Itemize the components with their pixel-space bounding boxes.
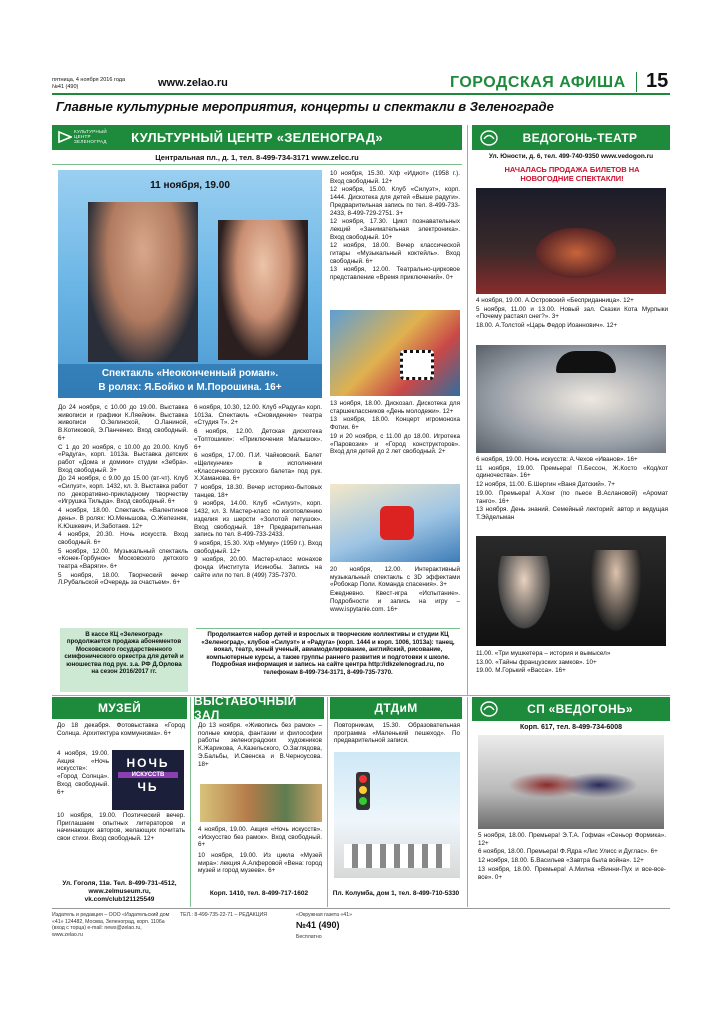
list-item: 7 ноября, 18.30. Вечер историко-бытовых танцев. 18+ <box>194 484 322 499</box>
list-item: 12 ноября, 18.00. Вечер классической гитары «Музыкальный коктейль». Вход свободный. 6+ <box>330 242 460 265</box>
hall-title: ВЫСТАВОЧНЫЙ ЗАЛ <box>194 694 297 722</box>
kc-col1 <box>58 404 188 619</box>
list-item: 19.00. Премьера! А.Хонг (по пьесе В.Аслановой) «Аромат танго». 16+ <box>476 489 668 505</box>
hall-item-2: 10 ноября, 19.00. Из цикла «Музей мира»: лекция А.Алферовой «Вена: город музей и город музеев». 6+ <box>198 852 322 875</box>
list-item: 20 ноября, 12.00. Интерактивный музыкальный спектакль с 3D эффектами «Робокар Поли. Команда спасения». 3+ <box>330 566 460 589</box>
footer-phone: ТЕЛ.: 8-499-735-22-71 – РЕДАКЦИЯ <box>180 912 267 918</box>
kc-col3c <box>330 566 460 622</box>
crosswalk <box>344 844 450 868</box>
dtdim-footer: Пл. Колумба, дом 1, тел. 8-499-710-5330 <box>332 890 460 897</box>
list-item: 9 ноября, 20.00. Мастер-класс монахов фонда Института Исинобы. Запись на сайте или по тел. 8 (499) 735-7370. <box>194 556 322 579</box>
col-divider <box>327 697 328 907</box>
list-item: 18.00. А.Толстой «Царь Федор Иоаннович». 12+ <box>476 322 618 330</box>
museum-item-1: 4 ноября, 19.00. Акция «Ночь искусств»: «Город Солнца». Вход свободный. 6+ <box>57 750 109 796</box>
kc-photo-date: 11 ноября, 19.00 <box>150 180 230 191</box>
list-item: 5 ноября, 11.00 и 13.00. Новый зал. Сказки Кота Мурлыки «Почему растаял снег?». 3+ <box>476 305 668 321</box>
list-item: 10 ноября, 15.30. Х/ф «Идиот» (1958 г.). Вход свободный. 12+ <box>330 170 460 185</box>
actress-figure <box>218 220 308 360</box>
footer-issue: №41 (490) <box>296 920 340 930</box>
stage-woman <box>494 556 554 636</box>
vedogon-title: ВЕДОГОНЬ-ТЕАТР <box>522 130 638 145</box>
list-item: 11.00. «Три мушкетера – история и вымысел» <box>476 650 611 657</box>
list-item: 12 ноября, 18.00. Б.Васильев «Завтра была война». 12+ <box>478 857 644 865</box>
kc-photo <box>58 170 322 398</box>
sp-title: СП «ВЕДОГОНЬ» <box>527 702 633 716</box>
hall-item-1: 4 ноября, 19.00. Акция «Ночь искусств». «Искусство без рамок». Вход свободный. 6+ <box>198 826 322 849</box>
actor-figure <box>88 202 198 362</box>
vedogon-address: Ул. Юности, д. 6, тел. 499-740-9350 www.vedogon.ru <box>488 153 654 160</box>
dtdim-text: Повторникам, 15.30. Образовательная программа «Маленький пешеход». По предварительной записи. <box>334 722 460 745</box>
vedogon-photo-1 <box>476 188 666 294</box>
list-item: 12 ноября, 15.00. Клуб «Силуэт», корп. 1444. Дискотека для детей «Выше радуги». Предварительная запись по тел. 8-499-733-2433, 8-499-729-2751. 3+ <box>330 186 460 217</box>
vedogon-photo-2 <box>476 345 666 453</box>
list-item: 19.00. М.Горький «Васса». 16+ <box>476 667 566 675</box>
kc-header <box>52 125 462 150</box>
list-item: 13.00. «Тайны французских замков». 10+ <box>476 658 597 666</box>
list-item: 4 ноября, 18.00. Спектакль «Валентинов день». В ролях: Ю.Меньшова, О.Железняк, К.Юшкевич, И.Заботаев. 12+ <box>58 507 188 530</box>
circus-ball <box>400 350 434 380</box>
kc-rule <box>52 164 462 165</box>
kc-robocar-photo <box>330 484 460 562</box>
vedogon-logo-icon <box>480 130 498 146</box>
kc-box: В кассе КЦ «Зеленоград» продолжается продажа абонементов Московского государственного симфонического оркестра для детей и юношества под рук. з.а. РФ Д.Орлова на сезон 2016/2017 гг. <box>60 628 188 692</box>
vedogon-header <box>472 125 670 150</box>
list-item: 19 и 20 ноября, с 11.00 до 18.00. Игротека «Паровозик» и «Город конструкторов». Вход для детей до 2 лет свободный. 2+ <box>330 432 460 456</box>
robocar-figure <box>380 506 414 540</box>
list-item: 6 ноября, 19.00. Ночь искусств: А.Чехов «Иванов». 16+ <box>476 456 638 463</box>
sp-photo <box>478 735 664 829</box>
hat-figure <box>556 351 616 373</box>
list-item: 13 ноября, 12.00. Театрально-цирковое представление «Время приключений». 0+ <box>330 266 460 282</box>
list-item: 5 ноября, 18.00. Премьера! Э.Т.А. Гофман «Сеньор Формика». 12+ <box>478 832 666 847</box>
kc-col3b <box>330 400 460 480</box>
list-item: 12 ноября, 11.00. Б.Шергин «Ваня Датский». 7+ <box>476 481 615 489</box>
col-divider <box>467 697 468 907</box>
header-site[interactable]: www.zelao.ru <box>158 77 228 89</box>
list-item: С 1 до 20 ноября, с 10.00 до 20.00. Клуб «Радуга», корп. 1013а. Выставка детских работ «Дома и домики» студии «Зебра». Вход свободный. 3+ <box>58 443 188 474</box>
kc-col2 <box>194 404 322 622</box>
footer-publisher: Издатель и редакция – ООО «Издательский дом «41» 124482, Москва, Зеленоград, корп. 1106а (вход с торца) e-mail: news@zelao.ru, www.zelao.ru <box>52 912 170 938</box>
list-item: Ежедневно. Квест-игра «Испытание». Подробности и запись на игру – www.ispytanie.com. 16+ <box>330 590 460 613</box>
header-rule <box>52 93 670 95</box>
vedogon-block2 <box>476 456 668 530</box>
footer-rule <box>52 908 670 909</box>
vedogon-promo: НАЧАЛАСЬ ПРОДАЖА БИЛЕТОВ НА НОВОГОДНИЕ СПЕКТАКЛИ! <box>504 165 640 183</box>
hall-footer: Корп. 1410, тел. 8-499-717-1602 <box>209 890 309 897</box>
sp-header <box>472 697 670 721</box>
header-date: пятница, 4 ноября 2016 года <box>52 77 126 83</box>
col-divider <box>190 697 191 907</box>
page-subtitle: Главные культурные мероприятия, концерты и спектакли в Зеленограде <box>56 99 554 114</box>
museum-footer: Ул. Гоголя, 11в. Тел. 8-499-731-4512, www.zelmuseum.ru, vk.com/club121125549 <box>62 880 177 903</box>
sp-logo-icon <box>480 701 498 717</box>
header-section: ГОРОДСКАЯ АФИША <box>450 74 626 91</box>
stage-man <box>586 550 646 640</box>
header-divider <box>636 72 637 92</box>
sp-stage-figures <box>508 755 638 815</box>
dtdim-illustration <box>334 752 460 878</box>
list-item: 6 ноября, 10.30, 12.00. Клуб «Радуга» корп. 1013а. Спектакль «Сновидение» театра «Студия Т». 2+ <box>194 404 322 427</box>
list-item: 12 ноября, 17.30. Цикл познавательных лекций «Занимательная электроника». Вход свободный. 10+ <box>330 218 460 241</box>
list-item: 11 ноября, 19.00. Премьера! П.Бессон, Ж.Косто «Код/кот одиночества». 16+ <box>476 464 668 480</box>
list-item: 4 ноября, 19.00. А.Островский «Бесприданница». 12+ <box>476 297 634 304</box>
kc-title: КУЛЬТУРНЫЙ ЦЕНТР «ЗЕЛЕНОГРАД» <box>131 130 383 145</box>
list-item: 13 ноября, 18.00. Премьера! А.Милна «Винни-Пух и все-все-все». 0+ <box>478 865 666 881</box>
kc-logo-icon <box>58 130 72 144</box>
museum-item-2: 10 ноября, 19.00. Поэтический вечер. Приглашаем опытных литераторов и начинающих авторов, желающих почитать свои стихи. Вход свободный. 12+ <box>57 812 185 843</box>
hall-header <box>194 694 324 722</box>
kc-col3 <box>330 170 460 308</box>
list-item: 6 ноября, 18.00. Премьера! Ф.Ядра «Лис Улисс и Дуглас». 6+ <box>478 848 658 856</box>
vedogon-block3 <box>476 650 668 680</box>
museum-title: МУЗЕЙ <box>97 701 142 715</box>
museum-header <box>52 697 187 719</box>
traffic-light-icon <box>356 772 370 810</box>
list-item: 4 ноября, 20.30. Ночь искусств. Вход свободный. 6+ <box>58 531 188 546</box>
night-badge: НОЧЬ ИСКУССТВ ЧЬ <box>112 750 184 810</box>
dtdim-header <box>330 697 462 719</box>
list-item: 6 ноября, 12.00. Детская дискотека «Топтошики»: «Приключения Малышок». 6+ <box>194 428 322 451</box>
page-number: 15 <box>646 70 669 92</box>
list-item: 6 ноября, 17.00. П.И. Чайковский. Балет «Щелкунчик» в исполнении «Классического русского балета» под рук. Х.Хаманова. 6+ <box>194 452 322 483</box>
list-item: До 24 ноября, с 9.00 до 15.00 (вт-чт). Клуб «Силуэт», корп. 1432, кл. 3. Выставка работ по декоративно-прикладному творчеству «Игрушка Тильда». Вход свободный. 6+ <box>58 475 188 506</box>
museum-item-0: До 18 декабря. Фотовыставка «Город Солнца. Архитектура коммунизма». 6+ <box>57 722 185 737</box>
header-issue: №41 (490) <box>52 84 79 90</box>
hall-painting <box>200 784 322 822</box>
list-item: 9 ноября, 14.00. Клуб «Силуэт», корп. 1432, кл. 3. Мастер-класс по изготовлению изделия из шерсти «Золотой петушок». Вход свободный. 18+ Предварительная запись по тел. 8-499-733-2433. <box>194 500 322 539</box>
stage-figures <box>536 228 616 278</box>
col-divider <box>467 125 468 695</box>
dtdim-title: ДТДиМ <box>374 701 418 715</box>
sp-items <box>478 832 666 906</box>
list-item: 5 ноября, 12.00. Музыкальный спектакль «Конек-Горбунок» Московского детского театра «Варяги». 6+ <box>58 547 188 571</box>
hall-item-0: До 13 ноября. «Живопись без рамок» – полные юмора, фантазии и философии работы зеленоградских художников К.Жарикова, А.Казельского, О.Заглядова, Э.Бальбы, И.Свенска и В.Черноусова. 18+ <box>198 722 322 768</box>
list-item: До 24 ноября, с 10.00 до 19.00. Выставка живописи и графики К.Ляейкин. Выставка живописи О.Зелинской, О.Ланиной, В.Котиковой, Э.Панченко. Вход свободный. 6+ <box>58 404 188 442</box>
kc-photo-caption: Спектакль «Неоконченный роман». В ролях: Я.Бойко и М.Порошина. 16+ <box>58 364 322 398</box>
list-item: 13 ноября, 18.00. Концерт игромоноха Фотии. 6+ <box>330 416 460 432</box>
kc-circus-photo <box>330 310 460 396</box>
section-rule <box>52 695 670 696</box>
vedogon-block1 <box>476 297 668 337</box>
kc-notice: Продолжается набор детей и взрослых в творческие коллективы и студии КЦ «Зеленоград», клубов «Силуэт» и «Радуга» (корп. 1444 и корп. 1006, 1013а): танец, вокал, театр, юный ученый, авиамоделирование, английский, рисование, компьютерные курсы, а также группы раннего развития и подготовки к школе. Подробная информация и запись на сайте центра http://dkzelenograd.ru, по телефонам 8-499-734-3171, 8-499-735-7370. <box>196 628 460 692</box>
vedogon-photo-3 <box>476 536 666 646</box>
list-item: 5 ноября, 18.00. Творческий вечер Л.Рубальской «Очередь за счастьем». 6+ <box>58 571 188 587</box>
footer-paper: «Окружная газета «41» <box>296 912 352 918</box>
kc-logo: КУЛЬТУРНЫЙ ЦЕНТР ЗЕЛЕНОГРАД <box>58 129 118 144</box>
footer-free: Бесплатно <box>296 934 322 940</box>
kc-address: Центральная пл., д. 1, тел. 8-499-734-3171 www.zelcc.ru <box>155 153 359 162</box>
list-item: 13 ноября. День знаний. Семейный лекторий: автор и ведущая Т.Эйдельман <box>476 506 668 521</box>
list-item: 9 ноября, 15.30. Х/ф «Муму» (1959 г.). Вход свободный. 12+ <box>194 539 322 555</box>
list-item: 13 ноября, 18.00. Дискозал. Дискотека для старшеклассников «День молодежи». 12+ <box>330 400 460 415</box>
sp-address: Корп. 617, тел. 8-499-734-6008 <box>520 724 622 731</box>
